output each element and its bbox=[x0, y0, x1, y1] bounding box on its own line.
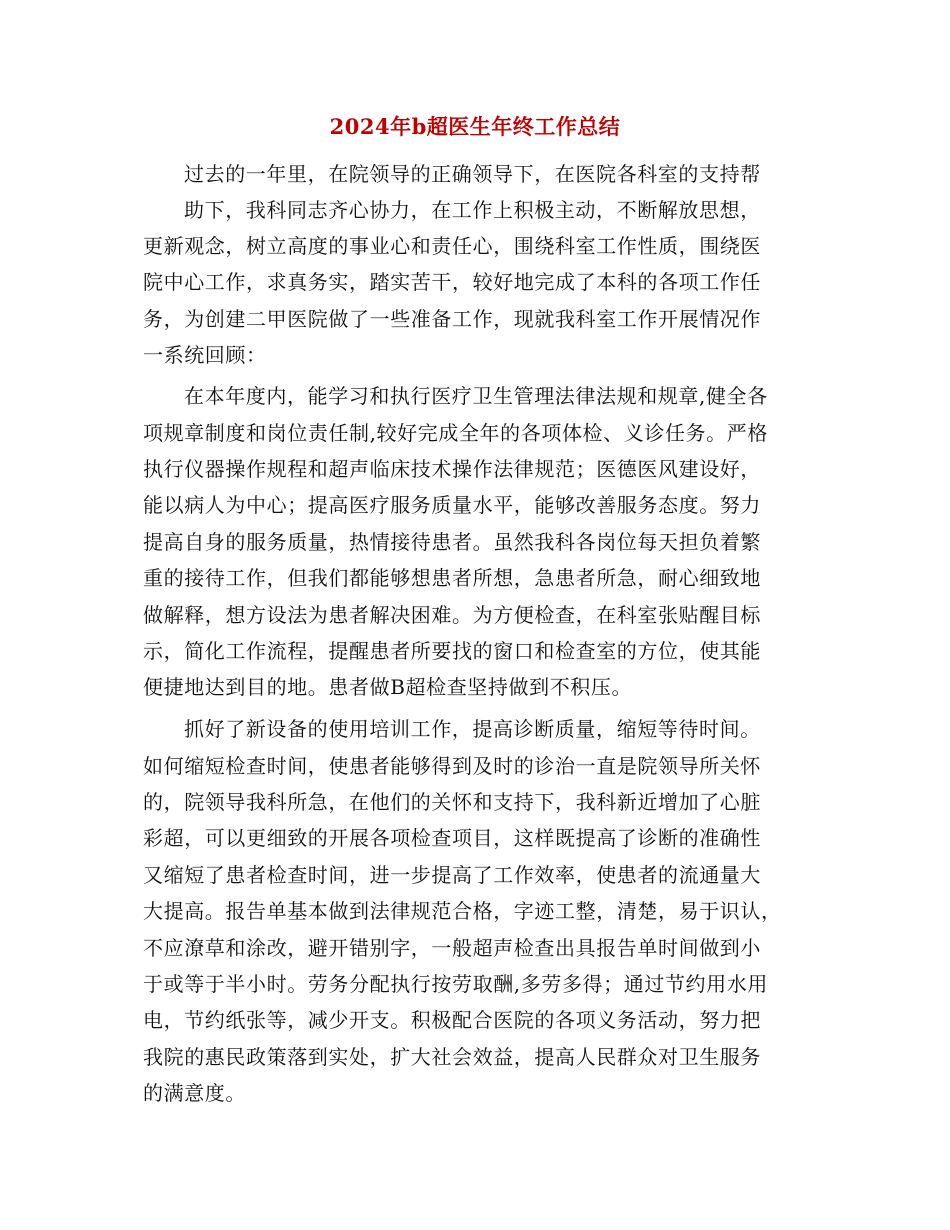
text-line: 不应潦草和涂改，避开错别字，一般超声检查出具报告单时间做到小 bbox=[143, 936, 761, 960]
text-line: 我院的惠民政策落到实处，扩大社会效益，提高人民群众对卫生服务 bbox=[143, 1045, 761, 1069]
text-line: 彩超，可以更细致的开展各项检查项目，这样既提高了诊断的准确性 bbox=[143, 826, 761, 850]
text-line: 如何缩短检查时间，使患者能够得到及时的诊治一直是院领导所关怀 bbox=[143, 754, 761, 778]
text-line: 执行仪器操作规程和超声临床技术操作法律规范；医德医风建设好， bbox=[143, 457, 761, 481]
document-title: 2024年b超医生年终工作总结 bbox=[329, 114, 621, 139]
text-line: 在本年度内，能学习和执行医疗卫生管理法律法规和规章,健全各 bbox=[184, 384, 768, 408]
text-line: 抓好了新设备的使用培训工作，提高诊断质量，缩短等待时间。 bbox=[184, 717, 761, 741]
text-line: 助下，我科同志齐心协力，在工作上积极主动，不断解放思想， bbox=[184, 198, 761, 222]
text-line: 项规章制度和岗位责任制,较好完成全年的各项体检、义诊任务。严格 bbox=[143, 421, 768, 445]
text-line: 做解释，想方设法为患者解决困难。为方便检查，在科室张贴醒目标 bbox=[143, 603, 761, 627]
text-line: 于或等于半小时。劳务分配执行按劳取酬,多劳多得；通过节约用水用 bbox=[143, 972, 768, 996]
text-line: 能以病人为中心；提高医疗服务质量水平，能够改善服务态度。努力 bbox=[143, 493, 761, 517]
text-line: 的满意度。 bbox=[143, 1081, 246, 1105]
text-line: 的，院领导我科所急，在他们的关怀和支持下，我科新近增加了心脏 bbox=[143, 790, 761, 814]
text-line: 重的接待工作，但我们都能够想患者所想，急患者所急，耐心细致地 bbox=[143, 566, 761, 590]
text-line: 又缩短了患者检查时间，进一步提高了工作效率，使患者的流通量大 bbox=[143, 863, 761, 887]
text-line: 示，简化工作流程，提醒患者所要找的窗口和检查室的方位，使其能 bbox=[143, 639, 761, 663]
text-line: 电，节约纸张等，减少开支。积极配合医院的各项义务活动，努力把 bbox=[143, 1008, 761, 1032]
text-line: 院中心工作，求真务实，踏实苦干，较好地完成了本科的各项工作任 bbox=[143, 270, 761, 294]
text-line: 大提高。报告单基本做到法律规范合格，字迹工整，清楚，易于识认， bbox=[143, 899, 782, 923]
text-line: 便捷地达到目的地。患者做B超检查坚持做到不积压。 bbox=[143, 675, 633, 699]
text-line: 更新观念，树立高度的事业心和责任心，围绕科室工作性质，围绕医 bbox=[143, 234, 761, 258]
text-line: 一系统回顾： bbox=[143, 343, 267, 367]
text-line: 过去的一年里，在院领导的正确领导下，在医院各科室的支持帮 bbox=[184, 162, 761, 186]
text-line: 提高自身的服务质量，热情接待患者。虽然我科各岗位每天担负着繁 bbox=[143, 530, 761, 554]
text-line: 务，为创建二甲医院做了一些准备工作，现就我科室工作开展情况作 bbox=[143, 307, 761, 331]
